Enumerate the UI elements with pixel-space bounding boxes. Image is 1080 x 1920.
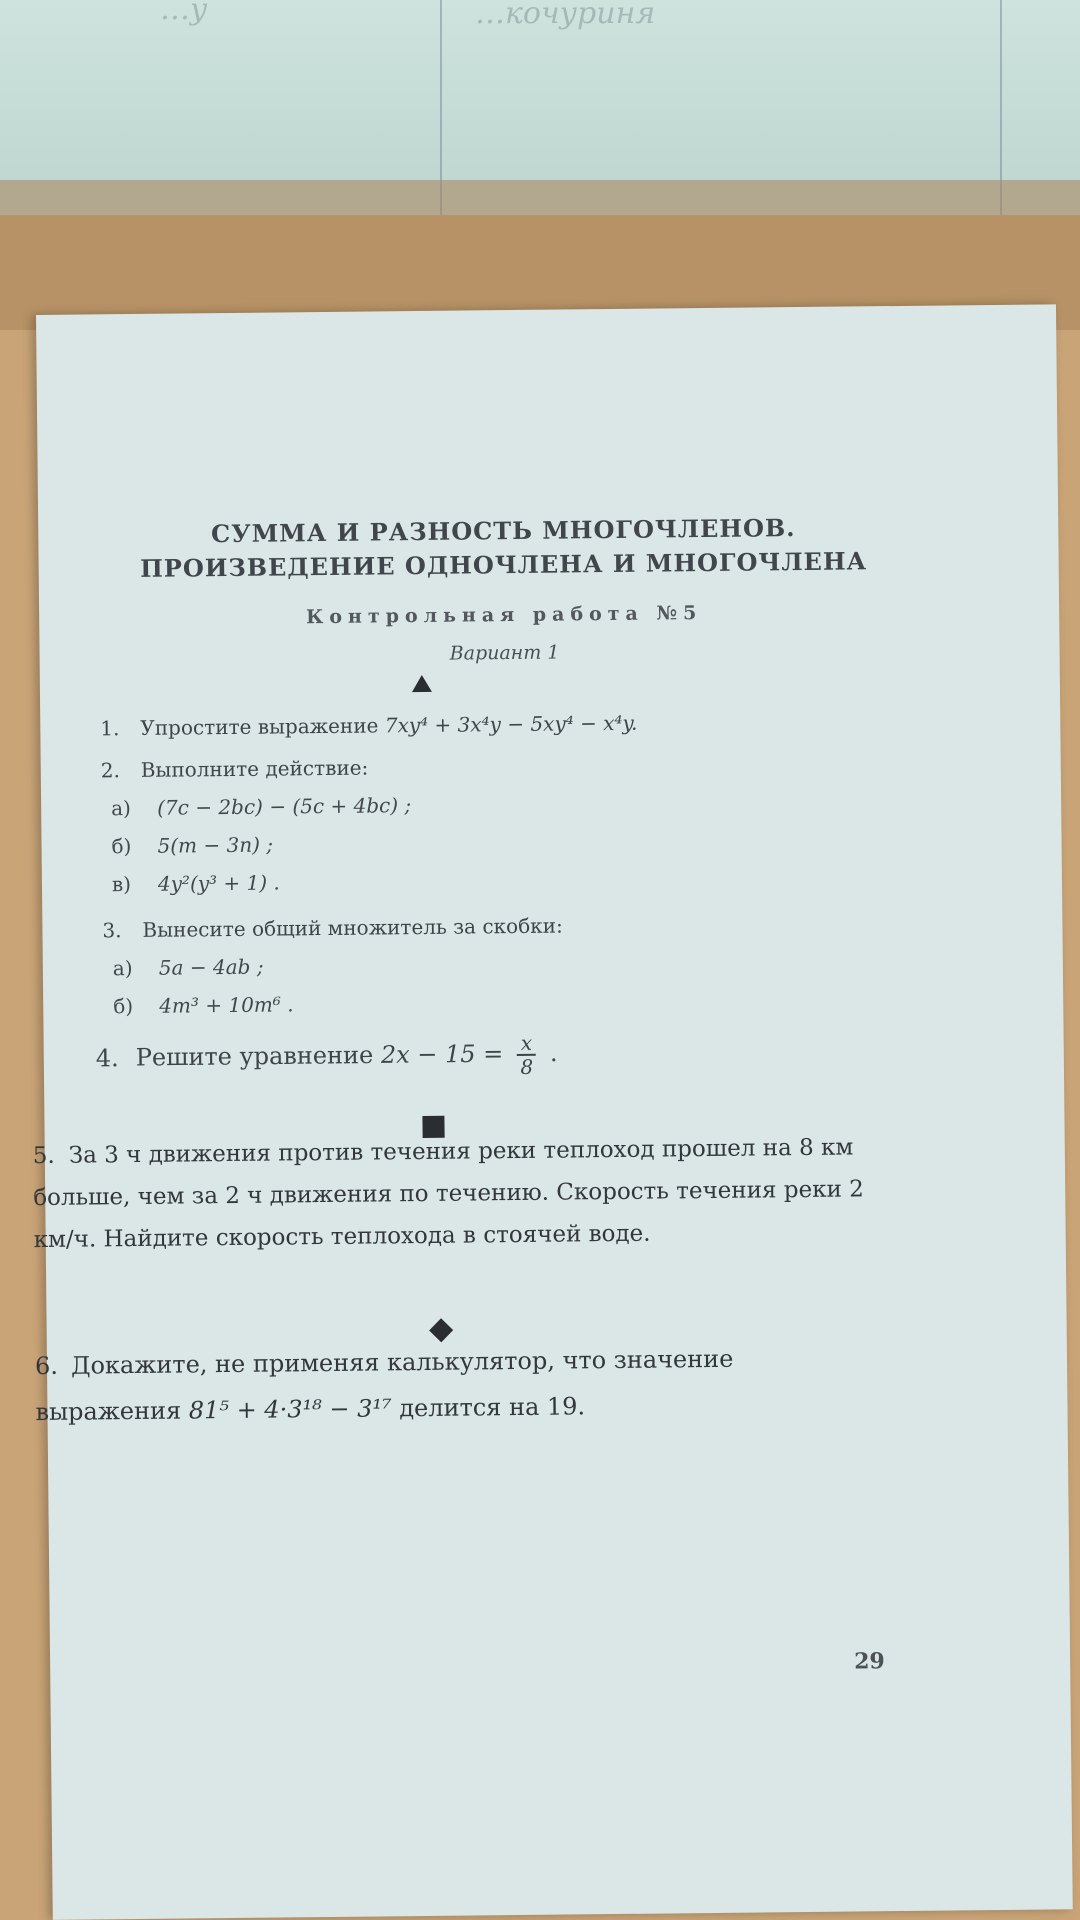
task-2b-expression: 5(m − 3n) ;	[157, 832, 274, 858]
task-3b-label: б)	[113, 994, 134, 1019]
task-1-text: Упростите выражение	[140, 713, 379, 740]
worksheet-page	[32, 304, 1073, 1920]
task-2b-label: б)	[111, 834, 132, 859]
task-3b	[113, 992, 294, 1018]
task-4-lhs: 2x − 15 =	[380, 1039, 504, 1069]
task-4	[96, 1032, 558, 1083]
task-3a-label: а)	[112, 956, 133, 981]
worksheet-content	[32, 304, 1073, 1920]
task-6	[35, 1334, 876, 1435]
task-3a-expression: 5a − 4ab ;	[158, 954, 264, 980]
task-1-expression: 7xy⁴ + 3x⁴y − 5xy⁴ − x⁴y.	[384, 710, 638, 738]
task-6-expression: 81⁵ + 4·3¹⁸ − 3¹⁷	[188, 1394, 392, 1425]
task-2-text: Выполните действие:	[140, 755, 369, 782]
task-3-text: Вынесите общий множитель за скобки:	[142, 913, 563, 942]
task-2a-label: а)	[111, 796, 132, 821]
task-4-fraction-numerator: x	[517, 1032, 537, 1056]
title-line-2: ПРОИЗВЕДЕНИЕ ОДНОЧЛЕНА И МНОГОЧЛЕНА	[140, 546, 868, 583]
task-1-number: 1.	[100, 716, 120, 741]
task-2b	[111, 833, 273, 859]
task-5-number: 5.	[32, 1142, 55, 1170]
task-2a	[111, 793, 411, 820]
task-2c-label: в)	[111, 872, 132, 897]
task-5	[33, 1126, 874, 1261]
task-4-number: 4.	[95, 1043, 119, 1072]
task-6-number: 6.	[34, 1351, 59, 1381]
task-6-text-a: Докажите, не применяя калькулятор, что значение выражения	[35, 1344, 734, 1427]
task-3-number: 3.	[102, 918, 122, 943]
task-4-fraction-denominator: 8	[520, 1054, 534, 1079]
task-4-fraction	[517, 1032, 537, 1078]
task-4-tail: .	[549, 1039, 558, 1068]
task-5-text: За 3 ч движения против течения реки теплоход прошел на 8 км больше, чем за 2 ч движения по течению. Скорость течения реки 2 км/ч. Найдите скорость теплохода в стоячей воде.	[33, 1134, 864, 1254]
task-2-number: 2.	[100, 758, 120, 783]
notebook-handwriting-right: …кочуриня	[475, 0, 656, 31]
title-line-1: СУММА И РАЗНОСТЬ МНОГОЧЛЕНОВ.	[210, 513, 796, 549]
task-2	[101, 756, 369, 783]
task-4-text: Решите уравнение	[135, 1041, 374, 1072]
variant-label: Вариант 1	[449, 641, 560, 665]
task-3a	[113, 955, 264, 981]
task-3	[102, 914, 563, 943]
task-2c	[112, 870, 280, 896]
test-subtitle: Контрольная работа №5	[305, 602, 703, 629]
notebook-handwriting-left: …у	[160, 0, 208, 27]
task-2a-expression: (7c − 2bc) − (5c + 4bc) ;	[157, 793, 412, 820]
task-3b-expression: 4m³ + 10m⁶ .	[159, 992, 294, 1018]
triangle-level-icon	[412, 675, 432, 692]
task-1	[100, 711, 637, 741]
task-6-text-b: делится на 19.	[399, 1392, 586, 1423]
task-2c-expression: 4y²(y³ + 1) .	[157, 870, 280, 896]
page-number: 29	[854, 1648, 885, 1675]
